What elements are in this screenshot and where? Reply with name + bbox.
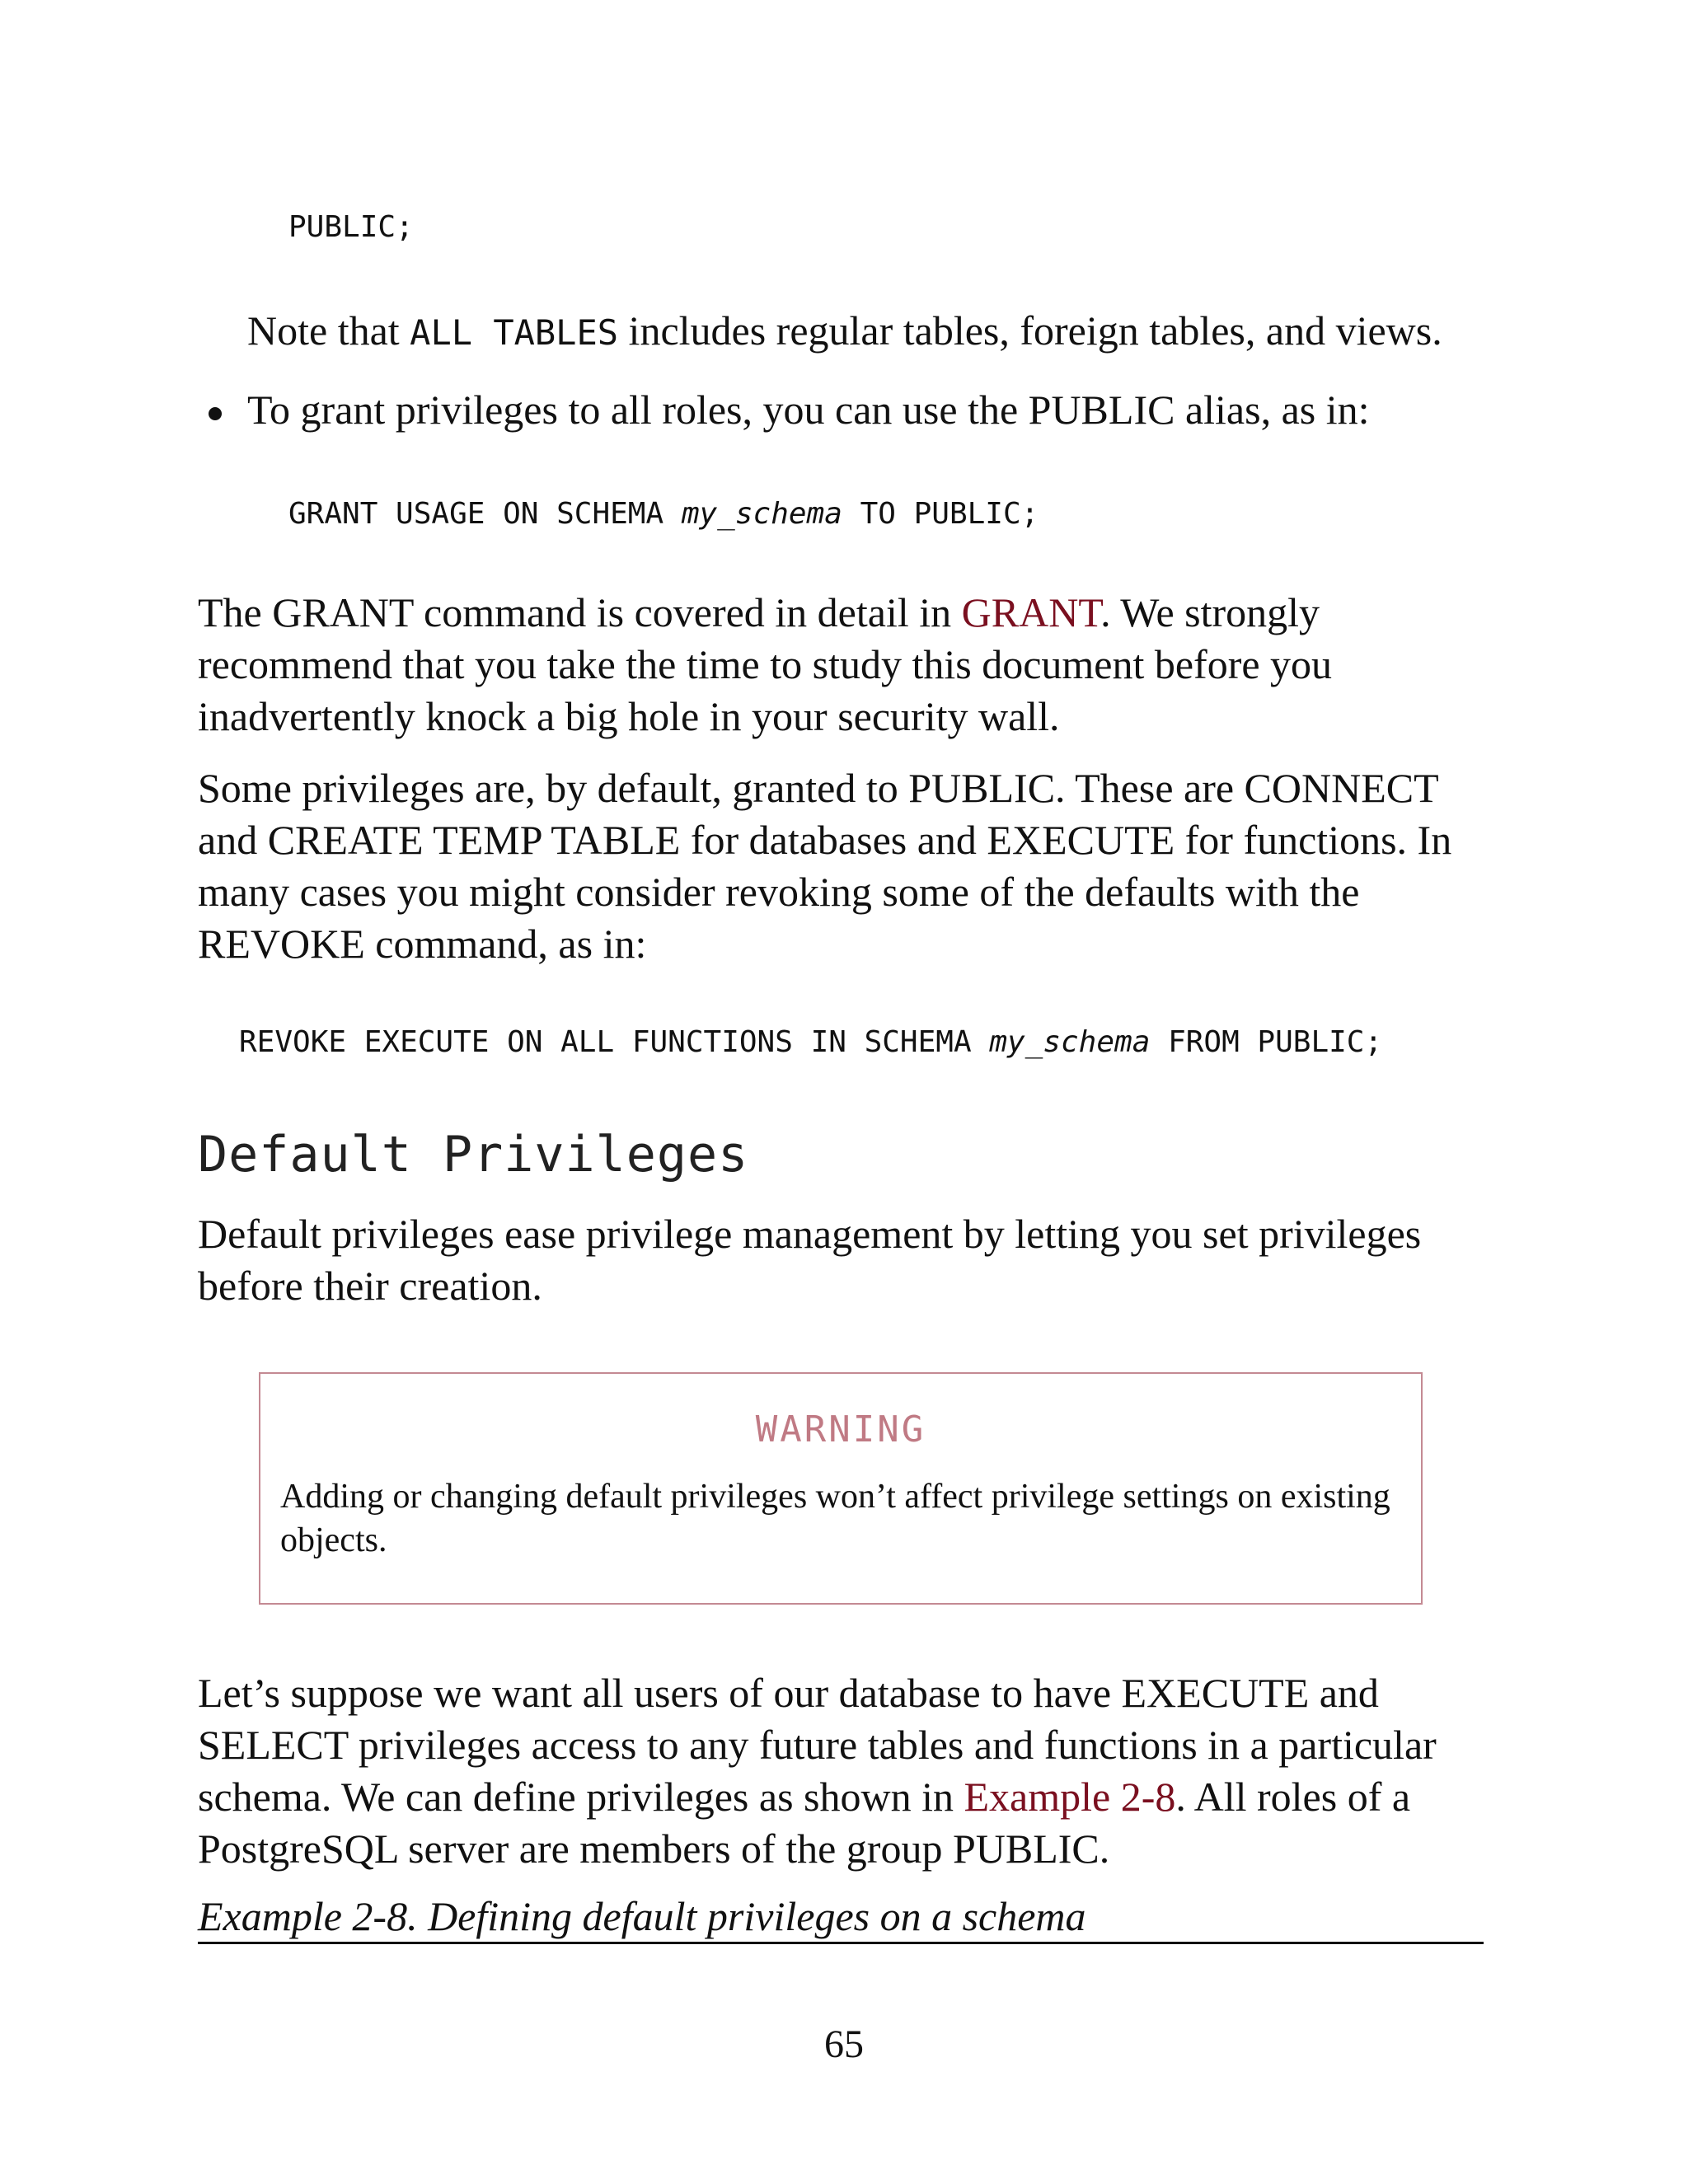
suppose-paragraph xyxy=(198,1667,1484,1875)
example-link[interactable]: Example 2-8 xyxy=(964,1774,1176,1820)
code-revoke xyxy=(239,1024,1382,1061)
grant-para-after: . We strongly recommend that you take the time to study this document before you inadvertently knock a big hole in your security wall. xyxy=(198,589,1333,739)
intro-paragraph: Default privileges ease privilege management by letting you set privileges before their creation. xyxy=(198,1211,1422,1309)
grant-link[interactable]: GRANT xyxy=(961,589,1101,635)
code-revoke-schema: my_schema xyxy=(989,1025,1151,1059)
section-heading: Default Privileges xyxy=(198,1126,749,1183)
code-public-tail: PUBLIC; xyxy=(288,210,414,244)
code-grant-usage xyxy=(288,496,1039,532)
code-revoke-before: REVOKE EXECUTE ON ALL FUNCTIONS IN SCHEMA xyxy=(239,1025,990,1059)
note-paragraph xyxy=(247,305,1533,359)
suppose-after: . All roles of a PostgreSQL server are members of the group PUBLIC. xyxy=(198,1774,1411,1872)
code-grant-before: GRANT USAGE ON SCHEMA xyxy=(288,497,682,531)
warning-text: Adding or changing default privileges won’t affect privilege settings on existing objects. xyxy=(280,1478,1390,1559)
warning-title: WARNING xyxy=(755,1408,926,1451)
warning-box xyxy=(259,1372,1423,1605)
grant-para-before: The GRANT command is covered in detail in xyxy=(198,589,962,635)
example-caption: Example 2-8. Defining default privileges on a schema xyxy=(198,1893,1086,1939)
grant-paragraph xyxy=(198,587,1385,743)
caption-rule xyxy=(198,1942,1484,1944)
bullet-dot-icon xyxy=(209,407,222,420)
code-grant-schema: my_schema xyxy=(681,497,842,531)
code-revoke-after: FROM PUBLIC; xyxy=(1150,1025,1383,1059)
note-code: ALL TABLES xyxy=(410,312,619,353)
suppose-before: Let’s suppose we want all users of our database to have EXECUTE and SELECT privileges access to any future tables and functions in a particular schema. We can define privileges as shown in xyxy=(198,1670,1437,1820)
page-number: 65 xyxy=(824,2022,864,2066)
note-suffix: includes regular tables, foreign tables, and views. xyxy=(618,307,1442,354)
code-grant-after: TO PUBLIC; xyxy=(842,497,1039,531)
bullet-text: To grant privileges to all roles, you can use the PUBLIC alias, as in: xyxy=(247,387,1370,433)
defaults-paragraph: Some privileges are, by default, granted to PUBLIC. These are CONNECT and CREATE TEMP TABLE for databases and EXECUTE for functions. In many cases you might consider revoking some of the defaults with the REVOKE command, as in: xyxy=(198,765,1452,967)
note-prefix: Note that xyxy=(247,307,410,354)
